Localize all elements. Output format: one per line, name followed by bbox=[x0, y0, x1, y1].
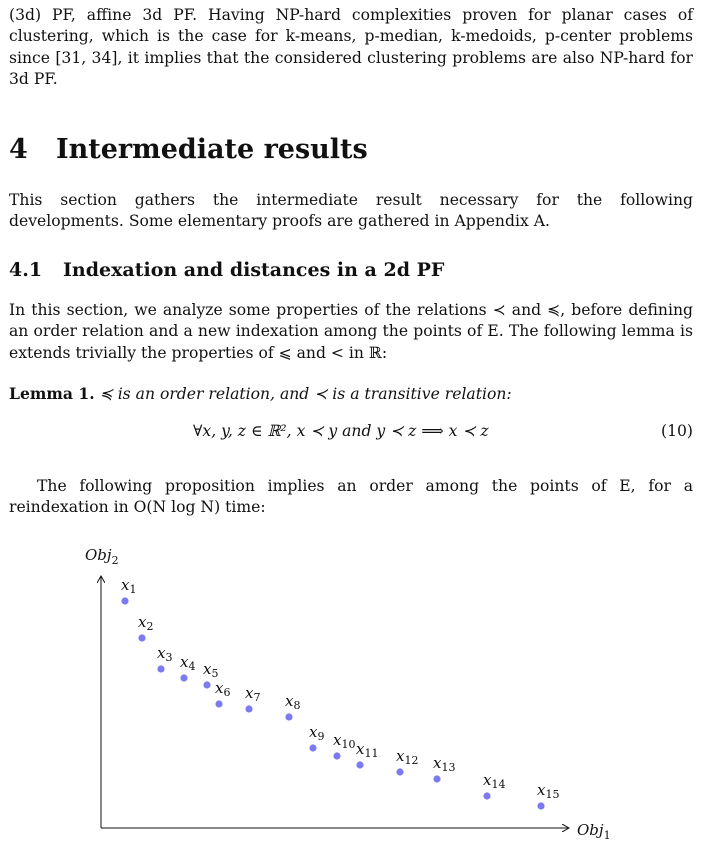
section-number: 4 bbox=[9, 134, 28, 165]
point-marker bbox=[285, 713, 292, 720]
section-paragraph: This section gathers the intermediate result necessary for the following developments. Some elementary proofs are gathered in Appendix A. bbox=[9, 191, 693, 231]
subsection-title: Indexation and distances in a 2d PF bbox=[63, 259, 445, 281]
point-marker bbox=[157, 665, 164, 672]
point-label: $x_5$ bbox=[203, 660, 219, 680]
point-marker bbox=[203, 681, 210, 688]
equation-number: (10) bbox=[660, 422, 693, 440]
point-label: $x_{14}$ bbox=[483, 771, 506, 791]
point-marker bbox=[309, 744, 316, 751]
point-label: $x_{12}$ bbox=[396, 747, 419, 767]
point-label: $x_9$ bbox=[309, 723, 325, 743]
point-label: $x_8$ bbox=[285, 692, 301, 712]
point-label: $x_{15}$ bbox=[537, 781, 560, 801]
point-label: $x_{10}$ bbox=[333, 731, 356, 751]
point-marker bbox=[356, 761, 363, 768]
subsection-number: 4.1 bbox=[9, 259, 43, 281]
point-label: $x_1$ bbox=[121, 576, 137, 596]
point-marker bbox=[537, 802, 544, 809]
point-label: $x_{13}$ bbox=[433, 754, 456, 774]
lemma-text: ≼ is an order relation, and ≺ is a transitive relation: bbox=[99, 385, 512, 403]
point-marker bbox=[245, 705, 252, 712]
proposition-text: The following proposition implies an order among the points of E, for a reindexation in O(N log N) time: bbox=[9, 477, 693, 517]
point-marker bbox=[180, 674, 187, 681]
lemma-label: Lemma 1. bbox=[9, 384, 95, 403]
point-marker bbox=[333, 752, 340, 759]
point-label: $x_2$ bbox=[138, 613, 154, 633]
subsection-paragraph: In this section, we analyze some properties of the relations ≺ and ≼, before defining an order relation and a new indexation among the points of E. The following lemma is extends trivially the properties of ⩽ and < in ℝ: bbox=[9, 301, 693, 362]
x-axis-label: Obj$_1$ bbox=[577, 821, 611, 842]
point-label: $x_3$ bbox=[157, 644, 173, 664]
point-label: $x_4$ bbox=[180, 653, 196, 673]
point-marker bbox=[396, 768, 403, 775]
intro-paragraph: (3d) PF, affine 3d PF. Having NP-hard complexities proven for planar cases of clustering, which is the case for k-means, p-median, k-medoids, p-center problems since [31, 34], it implies that the considered clustering problems are also NP-hard for 3d PF. bbox=[9, 6, 693, 89]
section-title: Intermediate results bbox=[56, 134, 368, 165]
point-label: $x_7$ bbox=[245, 684, 261, 704]
point-marker bbox=[215, 700, 222, 707]
equation-formula: ∀x, y, z ∈ ℝ², x ≺ y and y ≺ z ⟹ x ≺ z bbox=[193, 422, 489, 440]
y-axis-label: Obj$_2$ bbox=[85, 546, 119, 567]
pareto-points bbox=[121, 576, 559, 810]
point-marker bbox=[483, 792, 490, 799]
point-label: $x_{11}$ bbox=[356, 740, 379, 760]
point-label: $x_6$ bbox=[215, 679, 231, 699]
point-marker bbox=[121, 597, 128, 604]
point-marker bbox=[138, 634, 145, 641]
point-marker bbox=[433, 775, 440, 782]
